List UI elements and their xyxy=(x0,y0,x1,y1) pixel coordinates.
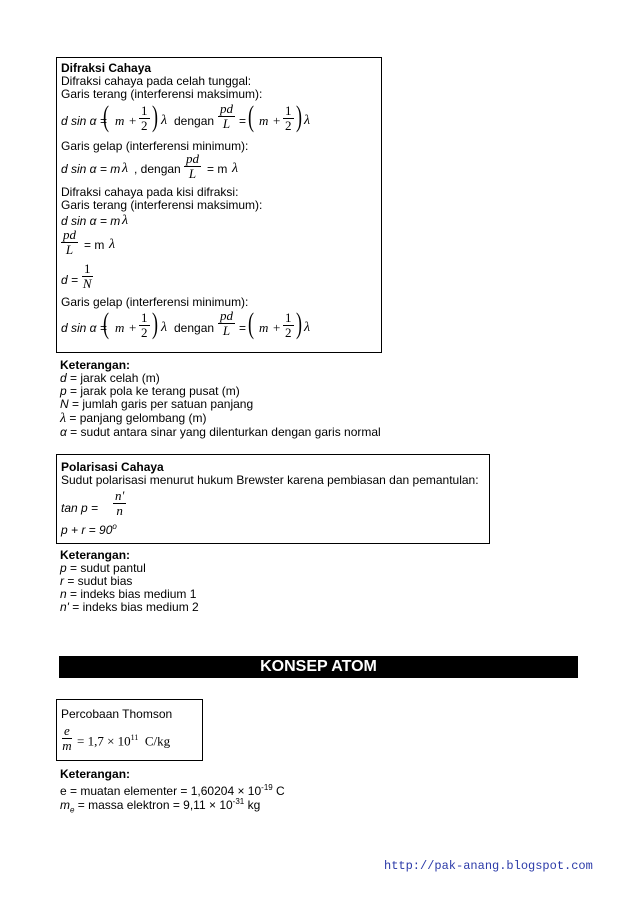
eq1-equals: = xyxy=(239,114,247,128)
eq1-lambda2: λ xyxy=(304,113,311,128)
eq3-lambda: λ xyxy=(161,320,168,335)
eq1-plus: + xyxy=(129,113,137,128)
eq2-dengan: , dengan xyxy=(134,162,181,176)
kisi-terang-label: Garis terang (interferensi maksimum): xyxy=(61,198,263,212)
kisi-eq1-lambda: λ xyxy=(122,213,129,228)
n-prime-over-n: $\frac{n'}{n}$ xyxy=(115,488,125,518)
keterangan-1-title: Keterangan: xyxy=(60,358,131,372)
polarisasi-box xyxy=(56,454,490,544)
paren-open: ( xyxy=(103,307,109,340)
paren-close: ) xyxy=(296,307,302,340)
eq3-dengan: dengan xyxy=(174,321,215,335)
eq3-lhs: d sin α = xyxy=(61,321,107,335)
thomson-box xyxy=(56,699,203,761)
kisi-pd-over-L: $\frac{pd}{L}$ xyxy=(63,227,76,257)
kisi-eq2-equals-m: = m xyxy=(84,238,105,252)
eq1-m2: m xyxy=(259,113,269,128)
e-line: e = muatan elementer = $1,60204 \times 10^{-19}$ C xyxy=(60,783,285,798)
eq3-half2: $\frac{1}{2}$ xyxy=(285,310,292,340)
paren-open: ( xyxy=(103,100,109,133)
eq1-lhs: d sin α = xyxy=(61,114,107,128)
paren-close: ) xyxy=(296,100,302,133)
gelap-label: Garis gelap (interferensi minimum): xyxy=(61,139,249,153)
keterangan-1-item: p = jarak pola ke terang pusat (m) xyxy=(60,384,240,398)
eq1-lambda: λ xyxy=(161,113,168,128)
footer-link[interactable]: http://pak-anang.blogspot.com xyxy=(384,859,593,873)
paren-close: ) xyxy=(152,307,158,340)
keterangan-1-item: d = jarak celah (m) xyxy=(60,371,160,385)
polarisasi-title: Polarisasi Cahaya xyxy=(61,460,164,474)
eq3-m2: m xyxy=(259,320,269,335)
one-over-N: $\frac{1}{N}$ xyxy=(82,261,92,291)
keterangan-1-item: α = sudut antara sinar yang dilenturkan dengan garis normal xyxy=(60,425,381,439)
eq3-half: $\frac{1}{2}$ xyxy=(141,310,148,340)
section-banner: KONSEP ATOM xyxy=(59,656,578,678)
kisi-eq2-lambda: λ xyxy=(109,237,116,252)
kisi-eq1: d sin α = m xyxy=(61,214,121,228)
keterangan-2-item: n' = indeks bias medium 2 xyxy=(60,600,199,614)
paren-open: ( xyxy=(248,307,254,340)
tan-lhs: tan p = xyxy=(61,501,99,515)
kisi-gelap-label: Garis gelap (interferensi minimum): xyxy=(61,295,249,309)
keterangan-1-item: N = jumlah garis per satuan panjang xyxy=(60,397,254,411)
kisi-label: Difraksi cahaya pada kisi difraksi: xyxy=(61,185,239,199)
eq2-lambda: λ xyxy=(122,161,129,176)
polarisasi-desc: Sudut polarisasi menurut hukum Brewster karena pembiasan dan pemantulan: xyxy=(61,473,479,487)
eq1-plus2: + xyxy=(273,113,281,128)
paren-close: ) xyxy=(152,100,158,133)
keterangan-2-item: p = sudut pantul xyxy=(60,561,146,575)
eq3-lambda2: λ xyxy=(304,320,311,335)
difraksi-title: Difraksi Cahaya xyxy=(61,61,152,75)
sum-eq: $p + r = 90^o$ xyxy=(61,522,117,537)
eq1-m: m xyxy=(115,113,125,128)
d-eq: d = xyxy=(61,273,79,287)
thomson-title: Percobaan Thomson xyxy=(61,707,173,721)
me-line: $m_e$ = massa elektron = $9,11 \times 10^{-31}$ kg xyxy=(60,797,261,815)
eq3-plus: + xyxy=(129,320,137,335)
eq2-lambda2: λ xyxy=(232,161,239,176)
terang-label: Garis terang (interferensi maksimum): xyxy=(61,87,263,101)
eq3-equals: = xyxy=(239,321,247,335)
keterangan-2-item: r = sudut bias xyxy=(60,574,133,588)
eq1-half: $\frac{1}{2}$ xyxy=(141,103,148,133)
paren-open: ( xyxy=(248,100,254,133)
eq2-lhs: d sin α = m xyxy=(61,162,121,176)
keterangan-2-title: Keterangan: xyxy=(60,548,131,562)
keterangan-3-title: Keterangan: xyxy=(60,767,131,781)
eq3-m: m xyxy=(115,320,125,335)
difraksi-box xyxy=(56,57,382,353)
eq2-equals-m: = m xyxy=(207,162,228,176)
e-over-m: $\frac{e}{m}$ xyxy=(62,723,72,753)
thomson-value: = $1,7 \times 10^{11}$ C/kg xyxy=(77,733,171,749)
eq3-pd-over-L: $\frac{pd}{L}$ xyxy=(220,308,233,338)
keterangan-2-item: n = indeks bias medium 1 xyxy=(60,587,197,601)
eq1-pd-over-L: $\frac{pd}{L}$ xyxy=(220,101,233,131)
eq3-plus2: + xyxy=(273,320,281,335)
celah-tunggal-label: Difraksi cahaya pada celah tunggal: xyxy=(61,74,252,88)
keterangan-1-item: λ = panjang gelombang (m) xyxy=(60,411,207,426)
eq1-half2: $\frac{1}{2}$ xyxy=(285,103,292,133)
eq1-dengan: dengan xyxy=(174,114,215,128)
eq2-pd-over-L: $\frac{pd}{L}$ xyxy=(186,151,199,181)
